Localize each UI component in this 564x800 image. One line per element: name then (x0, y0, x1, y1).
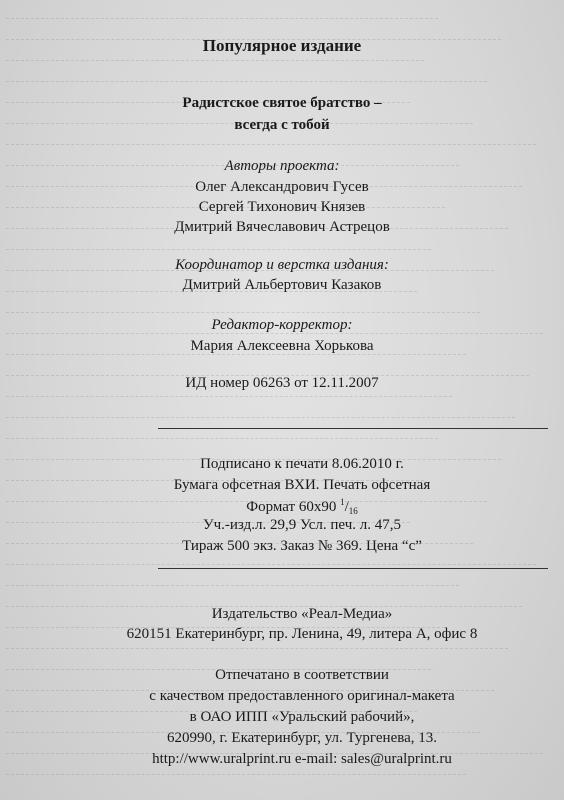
author-name-3: Дмитрий Вячеславович Астрецов (174, 219, 390, 235)
editor-name: Мария Алексеевна Хорькова (190, 338, 374, 354)
edition-type-heading: Популярное издание (202, 36, 362, 55)
author-name-2: Сергей Тихонович Князев (198, 199, 366, 215)
signed-to-print: Подписано к печати 8.06.2010 г. (200, 456, 404, 472)
show-through-line (6, 396, 452, 398)
divider-top (158, 428, 548, 429)
show-through-line (6, 312, 480, 314)
publisher-name: Издательство «Реал-Медиа» (211, 606, 393, 622)
format-numerator: 1 (340, 497, 345, 507)
printer-line-1: Отпечатано в соответствии (215, 667, 389, 683)
divider-bottom (158, 568, 548, 569)
show-through-line (6, 417, 515, 419)
book-title-line-1: Радистское святое братство – (182, 95, 382, 111)
show-through-line (6, 585, 459, 587)
format-slash: / (344, 499, 349, 515)
license-number: ИД номер 06263 от 12.11.2007 (185, 375, 379, 391)
paper-type: Бумага офсетная ВХИ. Печать офсетная (173, 477, 431, 493)
show-through-line (6, 249, 431, 251)
printer-contacts: http://www.uralprint.ru e-mail: sales@uralprint.ru (152, 751, 452, 767)
book-title-line-2: всегда с тобой (234, 117, 330, 133)
show-through-line (6, 564, 536, 566)
printer-line-3: в ОАО ИПП «Уральский рабочий», (189, 709, 415, 725)
format (20, 497, 564, 516)
publication-sheets: Уч.-изд.л. 29,9 Усл. печ. л. 47,5 (202, 517, 401, 533)
show-through-line (6, 81, 487, 83)
show-through-line (6, 648, 508, 650)
show-through-line (6, 144, 536, 146)
print-run-order: Тираж 500 экз. Заказ № 369. Цена “с” (182, 538, 422, 554)
format-prefix: Формат 60х90 (246, 499, 341, 515)
authors-label: Авторы проекта: (224, 158, 340, 174)
author-name-1: Олег Александрович Гусев (195, 179, 369, 195)
printer-line-4: 620990, г. Екатеринбург, ул. Тургенева, 13. (166, 730, 438, 746)
printer-line-2: с качеством предоставленного оригинал-макета (149, 688, 455, 704)
show-through-line (6, 774, 466, 776)
coordinator-name: Дмитрий Альбертович Казаков (182, 277, 382, 293)
show-through-line (6, 18, 438, 20)
editor-label: Редактор-корректор: (211, 317, 353, 333)
show-through-line (6, 60, 424, 62)
show-through-line (6, 438, 438, 440)
coordinator-label: Координатор и верстка издания: (175, 257, 389, 273)
format-denominator: 16 (348, 506, 358, 516)
publisher-address: 620151 Екатеринбург, пр. Ленина, 49, литера А, офис 8 (126, 626, 478, 642)
